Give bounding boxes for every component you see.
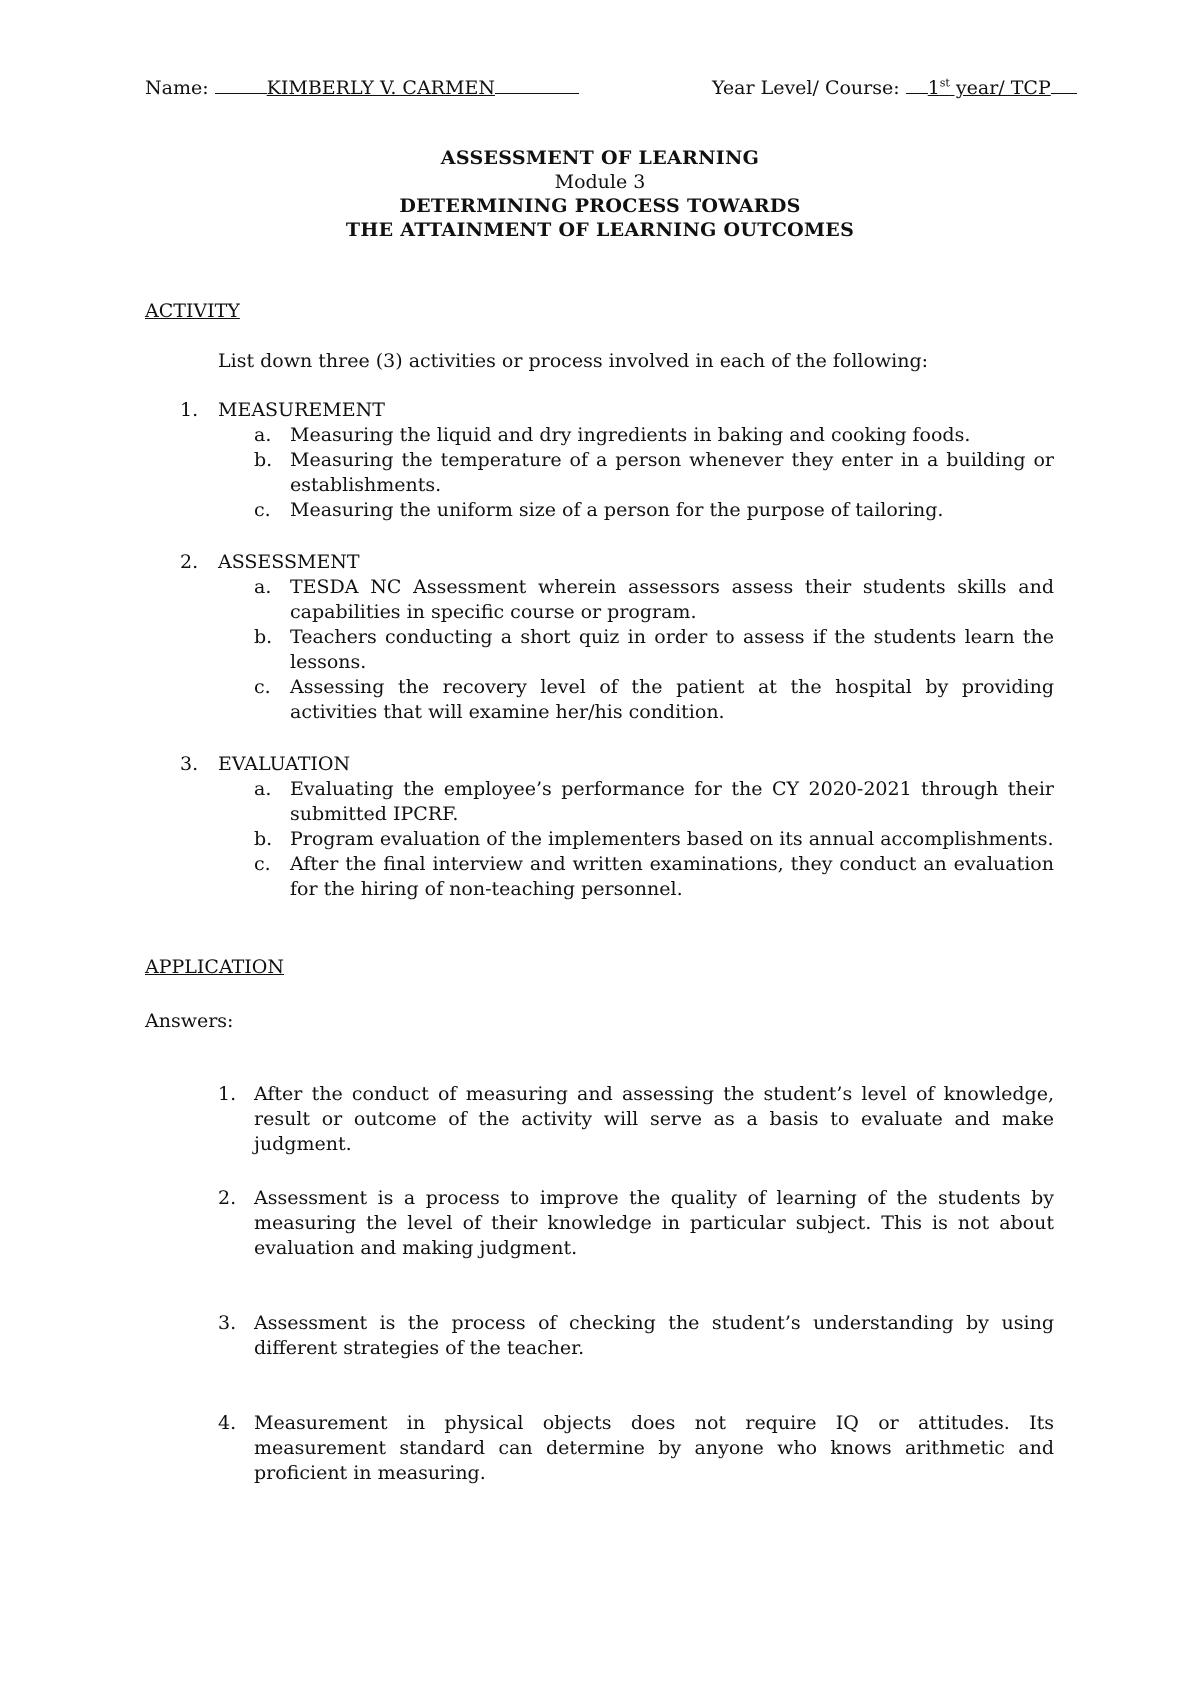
course-underline-trail: [1051, 73, 1077, 94]
list-item: [254, 827, 1054, 852]
list-item: [254, 777, 1054, 827]
application-heading: APPLICATION: [145, 956, 285, 978]
activity-instruction: List down three (3) activities or process involved in each of the following:: [218, 350, 929, 372]
course-value: [928, 77, 1051, 99]
item-letter: c.: [254, 853, 271, 875]
answer-number: 4.: [218, 1412, 237, 1434]
activity-item-assessment: [0, 550, 1200, 725]
answer-text: After the conduct of measuring and assessing the student’s level of knowledge, result or outcome of the activity will serve as a basis to evaluate and make judgment.: [254, 1083, 1054, 1155]
list-item: [254, 675, 1054, 725]
item-letter: b.: [254, 449, 273, 471]
answer-item: [218, 1411, 1054, 1486]
module-title-line-2: THE ATTAINMENT OF LEARNING OUTCOMES: [345, 219, 855, 241]
name-field: [145, 73, 579, 101]
answer-item: [218, 1082, 1054, 1157]
list-item: [254, 575, 1054, 625]
answer-item: [218, 1311, 1054, 1361]
answer-text: Assessment is a process to improve the quality of learning of the students by measuring the level of their knowledge in particular subject. This is not about evaluation and making judgment.: [254, 1187, 1054, 1259]
activity-item-measurement: [0, 398, 1200, 523]
course-title: ASSESSMENT OF LEARNING: [440, 147, 760, 169]
activity-item-evaluation: [0, 752, 1200, 902]
header-row: [145, 73, 1095, 101]
answer-number: 2.: [218, 1187, 237, 1209]
item-letter: a.: [254, 424, 272, 446]
answer-number: 3.: [218, 1312, 237, 1334]
name-underline-lead: [215, 73, 267, 94]
name-value: KIMBERLY V. CARMEN: [266, 77, 495, 99]
answer-text: Measurement in physical objects does not require IQ or attitudes. Its measurement standard can determine by anyone who knows arithmetic and proficient in measuring.: [254, 1412, 1054, 1484]
item-label: EVALUATION: [218, 753, 351, 775]
item-text: TESDA NC Assessment wherein assessors assess their students skills and capabilities in specific course or program.: [290, 576, 1054, 623]
title-block: [145, 146, 1055, 242]
answer-number: 1.: [218, 1083, 237, 1105]
item-letter: b.: [254, 828, 273, 850]
item-text: After the final interview and written examinations, they conduct an evaluation for the hiring of non-teaching personnel.: [290, 853, 1054, 900]
course-field: [712, 73, 1077, 101]
item-number: 1.: [180, 399, 199, 421]
item-number: 3.: [180, 753, 199, 775]
item-text: Measuring the liquid and dry ingredients in baking and cooking foods.: [290, 424, 971, 446]
course-year-number: 1: [927, 77, 940, 99]
item-letter: c.: [254, 676, 271, 698]
item-text: Evaluating the employee’s performance for the CY 2020-2021 through their submitted IPCRF.: [290, 778, 1054, 825]
item-text: Measuring the temperature of a person whenever they enter in a building or establishments.: [290, 449, 1054, 496]
answers-label: Answers:: [145, 1010, 234, 1032]
item-text: Assessing the recovery level of the patient at the hospital by providing activities that will examine her/his condition.: [290, 676, 1054, 723]
course-underline-lead: [906, 73, 928, 94]
activity-heading: ACTIVITY: [145, 300, 240, 322]
item-letter: b.: [254, 626, 273, 648]
list-item: [254, 498, 1054, 523]
list-item: [254, 625, 1054, 675]
name-label: Name:: [145, 77, 209, 99]
item-text: Measuring the uniform size of a person for the purpose of tailoring.: [290, 499, 944, 521]
item-label: ASSESSMENT: [218, 551, 360, 573]
item-letter: a.: [254, 778, 272, 800]
item-letter: c.: [254, 499, 271, 521]
item-text: Teachers conducting a short quiz in order to assess if the students learn the lessons.: [290, 626, 1054, 673]
course-year-suffix: st: [939, 76, 950, 90]
answer-item: [218, 1186, 1054, 1261]
course-year-rest: year/ TCP: [949, 77, 1051, 99]
list-item: [254, 448, 1054, 498]
item-label: MEASUREMENT: [218, 399, 385, 421]
module-label: Module 3: [554, 171, 646, 193]
item-number: 2.: [180, 551, 199, 573]
item-letter: a.: [254, 576, 272, 598]
name-underline-trail: [495, 73, 579, 94]
answer-text: Assessment is the process of checking the student’s understanding by using different strategies of the teacher.: [254, 1312, 1054, 1359]
list-item: [254, 852, 1054, 902]
item-text: Program evaluation of the implementers based on its annual accomplishments.: [290, 828, 1054, 850]
course-label: Year Level/ Course:: [712, 77, 900, 99]
module-title-line-1: DETERMINING PROCESS TOWARDS: [399, 195, 801, 217]
list-item: [254, 423, 1054, 448]
